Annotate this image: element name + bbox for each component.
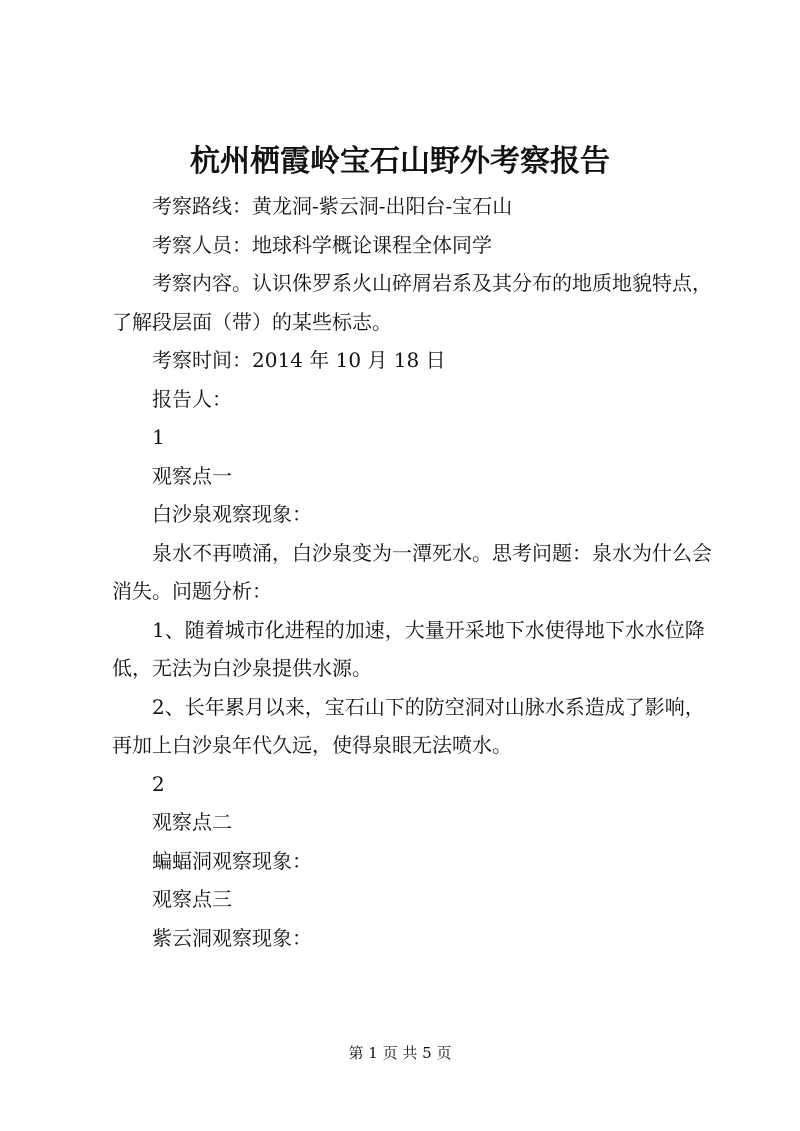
ziyun-cave-observation-heading: 紫云洞观察现象：: [152, 925, 312, 950]
observation-point-2-heading: 观察点二: [152, 810, 232, 834]
analysis-point-2: 2、长年累月以来，宝石山下的防空洞对山脉水系造成了影响，再加上白沙泉年代久远，使得泉眼无法喷水。: [112, 694, 705, 757]
page-footer: 第 1 页 共 5 页: [348, 1044, 452, 1062]
baishaquan-observation-heading: 白沙泉观察现象：: [152, 502, 312, 526]
section-number-2: 2: [152, 771, 165, 796]
bat-cave-observation-heading: 蝙蝠洞观察现象：: [152, 848, 312, 873]
section-number-1: 1: [152, 425, 165, 449]
baishaquan-observation-paragraph: 泉水不再喷涌，白沙泉变为一潭死水。思考问题：泉水为什么会消失。问题分析：: [112, 540, 712, 603]
document-body: [112, 187, 712, 957]
members-line: 考察人员：地球科学概论课程全体同学: [152, 232, 492, 257]
analysis-point-1: 1、随着城市化进程的加速，大量开采地下水使得地下水水位降低，无法为白沙泉提供水源。: [112, 617, 705, 680]
date-line: 考察时间：2014 年 10 月 18 日: [152, 348, 446, 372]
route-line: 考察路线：黄龙洞-紫云洞-出阳台-宝石山: [152, 194, 513, 218]
document-title: 杭州栖霞岭宝石山野外考察报告: [190, 144, 610, 179]
reporter-line: 报告人：: [152, 386, 232, 411]
observation-point-1-heading: 观察点一: [152, 463, 232, 488]
content-paragraph: 考察内容。认识侏罗系火山碎屑岩系及其分布的地质地貌特点，了解段层面（带）的某些标志。: [112, 271, 712, 334]
observation-point-3-heading: 观察点三: [152, 887, 232, 911]
